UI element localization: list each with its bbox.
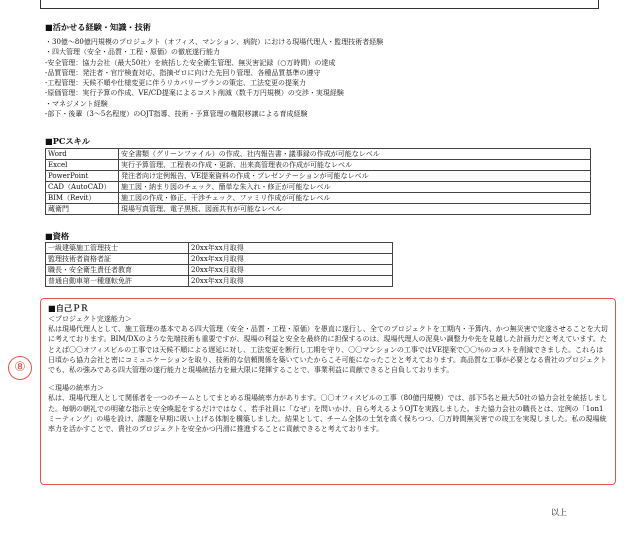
self-pr-heading: ■自己ＰＲ (48, 303, 89, 313)
skills-list (45, 37, 605, 119)
qualifications-table (45, 242, 393, 287)
tool-cell: PowerPoint (46, 171, 119, 182)
self-pr-paragraph: 私は、現場代理人として関係者を一つのチームとしてまとめる現場統率力があります。〇〇オフィスビルの工事（80億円規模）では、部下5名と最大50社の協力会社を統括しました。毎朝の朝礼での明確な指示と安全喚起をするだけではなく、若手社員に「なぜ」を問いかけ、自ら考えるようOJTを実践しました。また協力会社の職長とは、定例の「1on1ミーティング」の場を設け、課題を早期に吸い上げる体制を構築しました。結果として、チーム全体の士気を高く保ちつつ、〇万時間無災害での竣工を実現しました。私の現場統率力を活かすことで、貴社のプロジェクトを安全かつ円滑に推進することに貢献できると考えております。 (48, 394, 608, 434)
acquired-date-cell: 20xx年xx月取得 (189, 265, 393, 276)
table-row (46, 193, 591, 204)
acquired-date-cell: 20xx年xx月取得 (189, 243, 393, 254)
skill-item: -安全管理：協力会社（最大50社）を統括した安全衛生管理、無災害記録（○万時間）の達成 (45, 58, 336, 67)
self-pr-subheading: ＜プロジェクト完遂能力＞ (48, 315, 132, 323)
self-pr-subheading: ＜現場の統率力＞ (48, 384, 104, 393)
qualification-name-cell: 監理技術者資格者証 (46, 254, 189, 265)
qualification-name-cell: 普通自動車第一種運転免許 (46, 276, 189, 287)
qualifications-heading: ■資格 (45, 231, 70, 241)
skill-item: -部下・後輩（3～5名程度）のOJT指導、技術・予算管理の権限移譲による育成経験 (45, 110, 308, 119)
skill-item: -工程管理：天候不順や仕様変更に伴うリカバリープランの策定、工法変更の提案力 (45, 79, 306, 88)
table-row (46, 160, 591, 171)
pc-skills-table (45, 148, 591, 215)
acquired-date-cell: 20xx年xx月取得 (189, 254, 393, 265)
table-row (46, 204, 591, 215)
skill-item: ・四大管理（安全・品質・工程・原価）の徹底遂行能力 (45, 48, 220, 57)
skill-item: -原価管理：実行予算の作成、VE/CD提案によるコスト削減（数千万円規模）の交渉・実現経験 (45, 89, 344, 98)
table-row (46, 254, 393, 265)
skill-item: ・マネジメント経験 (45, 99, 108, 108)
tool-cell: CAD（AutoCAD） (46, 182, 119, 193)
table-row (46, 265, 393, 276)
level-cell: 安全書類（グリーンファイル）の作成、社内報告書・議事録の作成が可能なレベル (119, 149, 591, 160)
annotation-marker: ⑧ (8, 356, 32, 380)
self-pr-section (48, 303, 610, 434)
level-cell: 施工図の作成・修正、干渉チェック、ファミリ作成が可能なレベル (119, 193, 591, 204)
table-row (46, 149, 591, 160)
skills-heading: ■活かせる経験・知識・技術 (45, 22, 151, 32)
skill-item: -品質管理：発注者・官庁検査対応、指摘ゼロに向けた先回り管理、各種品質基準の遵守 (45, 68, 321, 77)
tool-cell: 蔵衛門 (46, 204, 119, 215)
level-cell: 施工図・納まり図のチェック、簡単な朱入れ・修正が可能なレベル (119, 182, 591, 193)
table-row (46, 243, 393, 254)
tool-cell: BIM（Revit） (46, 193, 119, 204)
table-row (46, 182, 591, 193)
end-mark: 以上 (551, 508, 567, 517)
tool-cell: Excel (46, 160, 119, 171)
pc-skills-heading: ■PCスキル (45, 136, 90, 146)
tool-cell: Word (46, 149, 119, 160)
self-pr-paragraph: 私は現場代理人として、施工管理の基本である四大管理（安全・品質・工程・原価）を愚直に遂行し、全てのプロジェクトを工期内・予算内、かつ無災害で完遂させることを大切に考えております。BIM/DXのような先端技術も重要ですが、現場の利益と安全を最終的に担保するのは、現場代理人の泥臭い調整力や先を見越した計画力だと考えています。たとえば〇〇オフィスビルの工事では天候不順による遅延に対し、工法変更を断行し工期を守り、〇〇マンションの工事ではVE提案で〇〇％のコストを削減できました。これらは日頃から協力会社と密にコミュニケーションを取り、技術的な信頼関係を築いていたからこそ可能になったことと考えております。高品質な工事が必要となる貴社のプロジェクトでも、私の強みである四大管理の遂行能力と現場統括力を最大限に発揮することで、事業利益に貢献できると自負しております。 (48, 325, 608, 375)
qualification-name-cell: 職長・安全衛生責任者教育 (46, 265, 189, 276)
level-cell: 実行予算管理、工程表の作成・更新、出来高管理表の作成が可能なレベル (119, 160, 591, 171)
qualification-name-cell: 一級建築施工管理技士 (46, 243, 189, 254)
acquired-date-cell: 20xx年xx月取得 (189, 276, 393, 287)
table-row (46, 276, 393, 287)
previous-section-border (40, 0, 599, 9)
level-cell: 現場写真管理、電子黒板、図面共有が可能なレベル (119, 204, 591, 215)
level-cell: 発注者向け定例報告、VE提案資料の作成・プレゼンテーションが可能なレベル (119, 171, 591, 182)
skill-item: ・30億～80億円規模のプロジェクト（オフィス、マンション、病院）における現場代理人・監理技術者経験 (45, 38, 384, 46)
table-row (46, 171, 591, 182)
